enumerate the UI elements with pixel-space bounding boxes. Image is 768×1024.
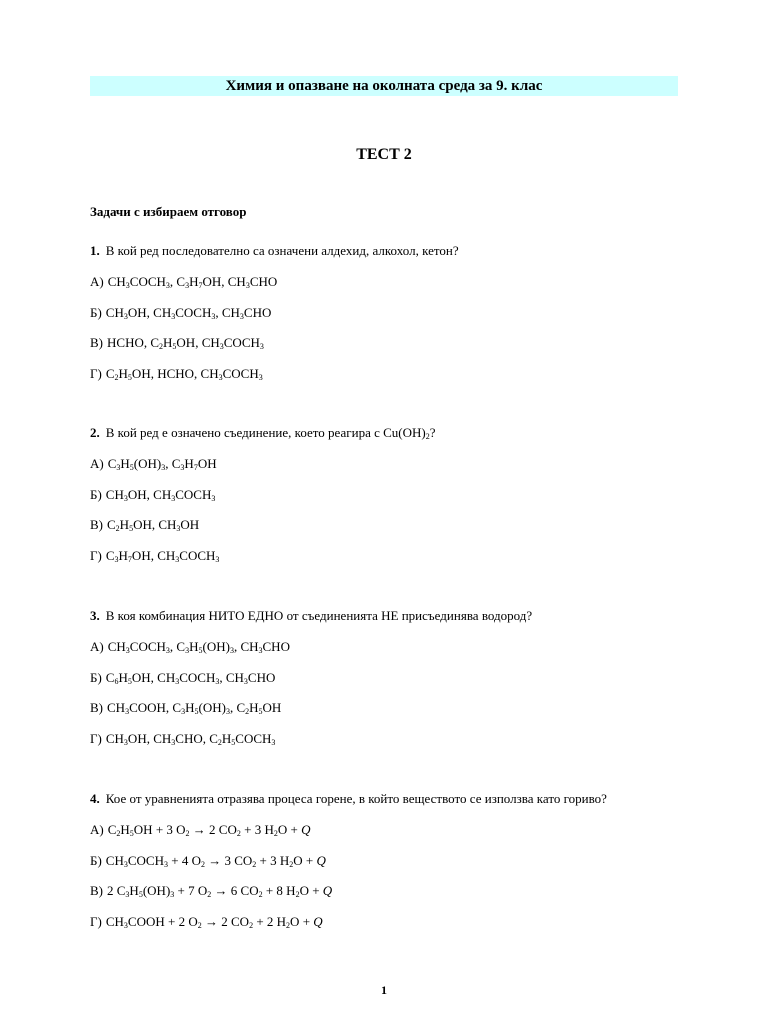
question-text: В кой ред е означено съединение, което реагира с $Cu(OH)_2$?: [105, 425, 436, 441]
option-label: А): [90, 456, 104, 471]
option-formula: HCHO, $C_2H_5OH$, $CH_3COCH_3$: [107, 335, 264, 351]
option-label: Г): [90, 730, 102, 746]
question-number: 2.: [90, 425, 100, 440]
question-3: [90, 608, 532, 624]
option-formula: $C_2H_5OH$, $CH_3OH$: [107, 517, 200, 533]
answer-option[interactable]: [90, 517, 199, 533]
option-formula: $C_6H_5OH$, $CH_3COCH_3$, $CH_3CHO$: [105, 669, 276, 686]
option-formula: $CH_3COOH + 2$ $O_2 \to 2$ $CO_2 + 2$ $H_2O + Q$: [105, 913, 323, 930]
answer-option[interactable]: [90, 700, 281, 716]
answer-option[interactable]: [90, 914, 323, 930]
question-number: 4.: [90, 791, 100, 806]
page-number: 1: [381, 983, 387, 997]
option-formula: $C_2H_5OH + 3$ $O_2 \to 2$ $CO_2 + 3$ $H_2O + Q$: [107, 822, 311, 838]
option-formula: $CH_3COCH_3 + 4$ $O_2 \to 3$ $CO_2 + 3$ $H_2O + Q$: [105, 852, 326, 869]
option-formula: $CH_3COOH$, $C_3H_5(OH)_3$, $C_2H_5OH$: [107, 700, 282, 716]
answer-option[interactable]: [90, 335, 264, 351]
option-formula: $C_3H_7OH$, $CH_3COCH_3$: [105, 547, 220, 564]
answer-option[interactable]: [90, 366, 263, 382]
test-title: ТЕСТ 2: [356, 146, 412, 163]
option-label: Г): [90, 547, 102, 563]
option-label: В): [90, 517, 103, 532]
question-text: В кой ред последователно са означени алдехид, алкохол, кетон?: [105, 243, 459, 258]
option-label: Б): [90, 304, 102, 320]
answer-option[interactable]: [90, 274, 277, 290]
option-label: В): [90, 335, 103, 350]
question-number: 3.: [90, 608, 100, 623]
option-label: В): [90, 883, 103, 898]
question-2: [90, 425, 436, 441]
option-formula: 2 $C_3H_5(OH)_3 + 7$ $O_2 \to 6$ $CO_2 + 8$ $H_2O + Q$: [107, 883, 333, 899]
option-label: А): [90, 274, 104, 289]
option-label: А): [90, 639, 104, 654]
option-formula: $CH_3COCH_3$, $C_3H_7OH$, $CH_3CHO$: [107, 274, 278, 290]
option-label: Б): [90, 486, 102, 502]
option-label: А): [90, 822, 104, 837]
option-formula: $CH_3OH$, $CH_3COCH_3$, $CH_3CHO$: [105, 304, 272, 321]
option-label: Б): [90, 852, 102, 868]
section-title: Задачи с избираем отговор: [90, 204, 247, 219]
option-formula: $C_2H_5OH$, HCHO, $CH_3COCH_3$: [105, 365, 263, 382]
option-label: В): [90, 700, 103, 715]
answer-option[interactable]: [90, 883, 332, 899]
option-label: Г): [90, 913, 102, 929]
document-title: Химия и опазване на околната среда за 9. клас: [90, 76, 678, 96]
answer-option[interactable]: [90, 670, 275, 686]
question-4: [90, 791, 607, 807]
option-label: Б): [90, 669, 102, 685]
answer-option[interactable]: [90, 548, 219, 564]
answer-option[interactable]: [90, 822, 310, 838]
option-formula: $CH_3COCH_3$, $C_3H_5(OH)_3$, $CH_3CHO$: [107, 639, 290, 655]
answer-option[interactable]: [90, 853, 326, 869]
answer-option[interactable]: [90, 456, 217, 472]
question-text: Кое от уравненията отразява процеса горене, в който веществото се използва като гориво?: [105, 791, 607, 806]
option-formula: $CH_3OH$, $CH_3CHO$, $C_2H_5COCH_3$: [105, 730, 276, 747]
option-formula: $CH_3OH$, $CH_3COCH_3$: [105, 486, 216, 503]
option-label: Г): [90, 365, 102, 381]
question-1: [90, 243, 459, 259]
question-text: В коя комбинация НИТО ЕДНО от съединенията НЕ присъединява водород?: [105, 608, 533, 623]
question-number: 1.: [90, 243, 100, 258]
answer-option[interactable]: [90, 639, 290, 655]
answer-option[interactable]: [90, 487, 215, 503]
answer-option[interactable]: [90, 305, 271, 321]
option-formula: $C_3H_5(OH)_3$, $C_3H_7OH$: [107, 456, 217, 472]
answer-option[interactable]: [90, 731, 275, 747]
